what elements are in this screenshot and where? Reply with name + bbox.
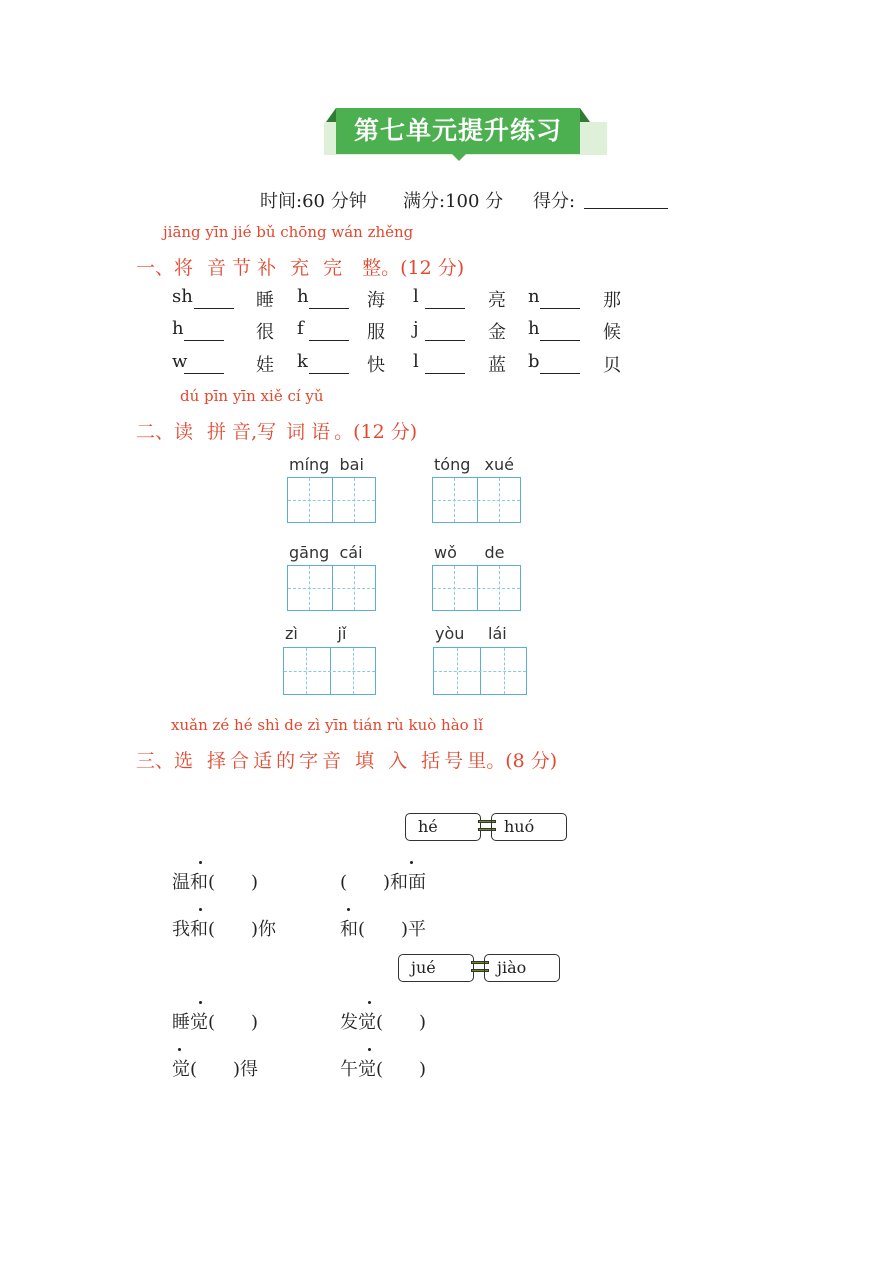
emphasis-dot	[368, 1001, 371, 1004]
q1-character: 那	[603, 290, 621, 311]
guide-line	[284, 671, 375, 672]
q1-character: 金	[488, 322, 506, 343]
q1-heading: 一、将 音 节 补 充 完 整。(12 分)	[136, 257, 465, 279]
guide-line	[454, 478, 455, 522]
q1-initial: h	[172, 318, 184, 339]
item-shuijiao[interactable]: 睡觉( )	[172, 1012, 259, 1033]
tianzige-box[interactable]	[283, 647, 376, 695]
q1-initial: f	[297, 318, 304, 339]
guide-line	[434, 671, 526, 672]
syllable: zì	[285, 624, 298, 643]
item-wenhe[interactable]: 温和( )	[172, 872, 259, 893]
q1-character: 很	[256, 322, 274, 343]
syllable: tóng	[434, 455, 471, 474]
q1-character: 海	[367, 290, 385, 311]
item-fajue[interactable]: 发觉( )	[340, 1012, 427, 1033]
guide-line	[288, 500, 375, 501]
q1-character: 亮	[488, 290, 506, 311]
emphasis-dot	[199, 908, 202, 911]
guide-line	[433, 500, 520, 501]
syllable: lái	[488, 624, 507, 643]
emphasis-dot	[199, 1001, 202, 1004]
guide-line	[499, 478, 500, 522]
syllable: míng	[289, 455, 330, 474]
score-blank[interactable]	[584, 208, 668, 209]
banner-corner-right	[580, 108, 590, 122]
q1-answer-blank[interactable]	[184, 340, 224, 341]
tianzige-box[interactable]	[287, 477, 376, 523]
tianzige-box[interactable]	[287, 565, 376, 611]
tianzige-box[interactable]	[432, 565, 521, 611]
q1-character: 候	[603, 322, 621, 343]
full-score-label: 满分:100 分	[403, 191, 504, 212]
q1-answer-blank[interactable]	[309, 340, 349, 341]
syllable: de	[484, 543, 505, 562]
syllable: cái	[339, 543, 363, 562]
syllable: yòu	[435, 624, 465, 643]
guide-line	[354, 566, 355, 610]
q1-initial: k	[297, 351, 308, 372]
guide-line	[309, 478, 310, 522]
item-wohenni[interactable]: 我和( )你	[172, 919, 277, 940]
q1-initial: b	[528, 351, 540, 372]
q1-initial: l	[413, 286, 419, 307]
q1-character: 娃	[256, 355, 274, 376]
syllable: jǐ	[337, 624, 347, 643]
q1-answer-blank[interactable]	[184, 373, 224, 374]
q1-answer-blank[interactable]	[309, 308, 349, 309]
q1-answer-blank[interactable]	[540, 308, 580, 309]
choice-he: hé	[405, 813, 481, 841]
q1-initial: h	[297, 286, 309, 307]
q1-character: 快	[367, 355, 385, 376]
item-juede[interactable]: 觉( )得	[172, 1059, 259, 1080]
page-title: 第七单元提升练习	[336, 108, 580, 154]
tianzige-box[interactable]	[433, 647, 527, 695]
syllable: xué	[484, 455, 514, 474]
guide-line	[309, 566, 310, 610]
q1-initial: w	[172, 351, 188, 372]
time-label: 时间:60 分钟	[260, 191, 367, 212]
item-heping[interactable]: 和( )平	[340, 919, 427, 940]
emphasis-dot	[178, 1048, 181, 1051]
q1-answer-blank[interactable]	[540, 340, 580, 341]
q1-pinyin: jiāng yīn jié bǔ chōng wán zhěng	[163, 223, 414, 241]
banner-corner-left	[326, 108, 336, 122]
choice-jiao: jiào	[484, 954, 560, 982]
guide-line	[499, 566, 500, 610]
q1-answer-blank[interactable]	[425, 308, 465, 309]
q3-pinyin: xuǎn zé hé shì de zì yīn tián rù kuò hào lǐ	[171, 716, 484, 734]
guide-line	[433, 588, 520, 589]
q2-heading: 二、读 拼 音,写 词 语 。(12 分)	[136, 421, 418, 443]
guide-line	[454, 566, 455, 610]
item-wujiao[interactable]: 午觉( )	[340, 1059, 427, 1080]
guide-line	[353, 648, 354, 694]
item-huomian[interactable]: ( )和面	[340, 872, 427, 893]
guide-line	[288, 588, 375, 589]
q3-heading: 三、选 择 合 适 的 字 音 填 入 括 号 里。(8 分)	[136, 750, 558, 772]
q1-initial: n	[528, 286, 540, 307]
emphasis-dot	[368, 1048, 371, 1051]
banner-pointer	[451, 153, 467, 161]
q1-initial: h	[528, 318, 540, 339]
q1-initial: sh	[172, 286, 193, 307]
tianzige-box[interactable]	[432, 477, 521, 523]
q1-character: 贝	[603, 355, 621, 376]
syllable: bai	[339, 455, 364, 474]
q1-character: 服	[367, 322, 385, 343]
q2-pinyin: dú pīn yīn xiě cí yǔ	[180, 387, 324, 405]
q1-character: 蓝	[488, 355, 506, 376]
choice-jue: jué	[398, 954, 474, 982]
guide-line	[354, 478, 355, 522]
guide-line	[306, 648, 307, 694]
q1-character: 睡	[256, 290, 274, 311]
q1-initial: j	[413, 318, 419, 339]
emphasis-dot	[410, 861, 413, 864]
syllable: wǒ	[434, 543, 457, 562]
q1-initial: l	[413, 351, 419, 372]
choice-huo: huó	[491, 813, 567, 841]
score-label: 得分:	[533, 191, 576, 212]
guide-line	[457, 648, 458, 694]
q1-answer-blank[interactable]	[425, 373, 465, 374]
q1-answer-blank[interactable]	[540, 373, 580, 374]
emphasis-dot	[347, 908, 350, 911]
syllable: gāng	[289, 543, 330, 562]
q1-answer-blank[interactable]	[309, 373, 349, 374]
emphasis-dot	[199, 861, 202, 864]
q1-answer-blank[interactable]	[194, 308, 234, 309]
q1-answer-blank[interactable]	[425, 340, 465, 341]
guide-line	[504, 648, 505, 694]
